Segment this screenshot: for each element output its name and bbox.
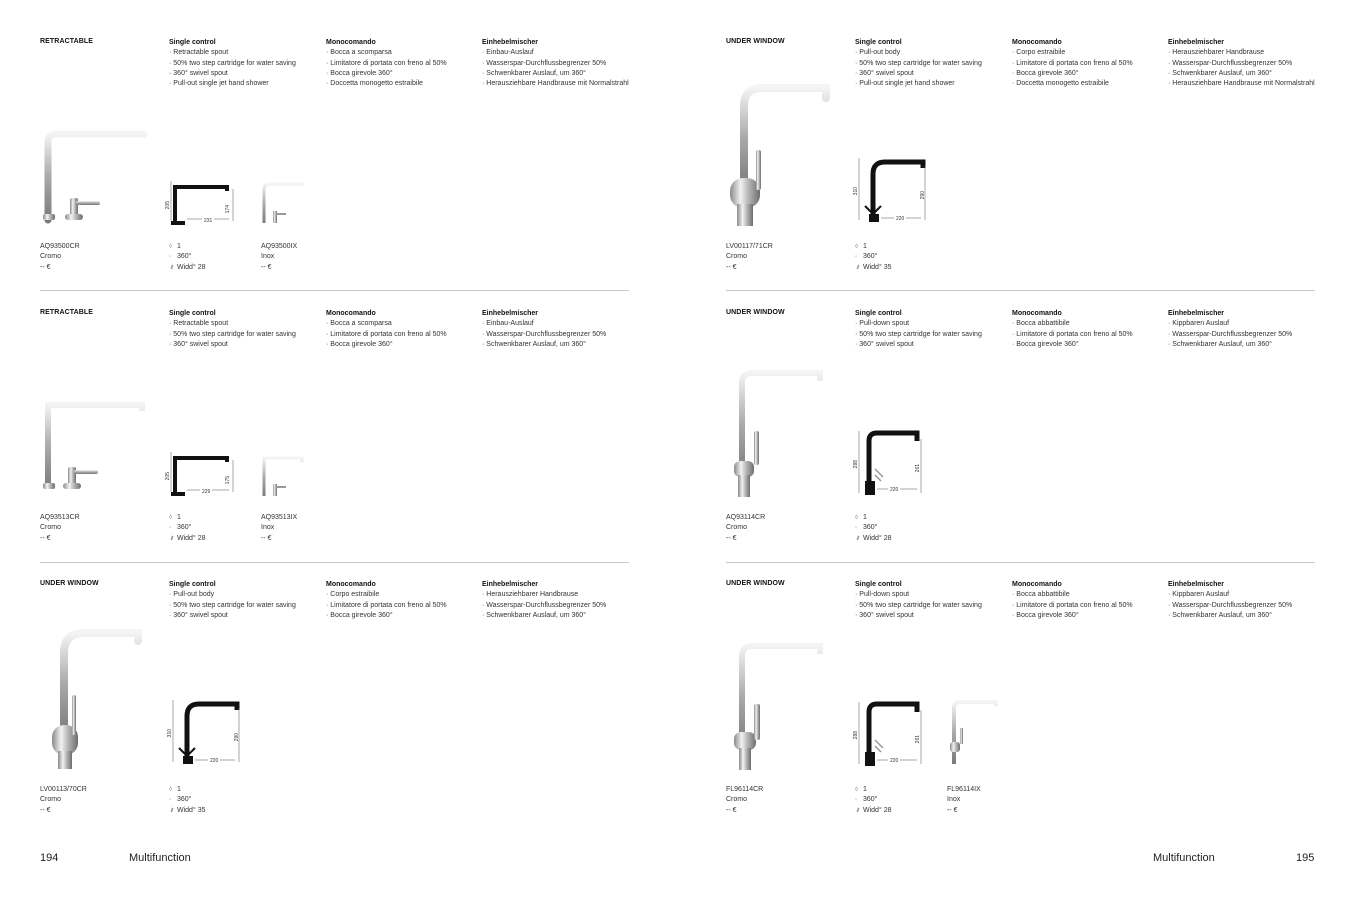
feature: · 50% two step cartridge for water saving — [855, 59, 982, 69]
product-finish: Cromo — [40, 796, 62, 804]
feature: · Einbau-Auslauf — [482, 319, 606, 329]
product-section — [40, 309, 630, 559]
faucet-photo-variant — [260, 454, 310, 499]
page-footer-title-right: Multifunction — [1153, 852, 1215, 864]
product-code: AQ93513CR — [40, 514, 80, 521]
col-header-de: Einhebelmischer — [1168, 39, 1225, 46]
product-code: LV00113/70CR — [40, 786, 87, 793]
feature: · Limitatore di portata con freno al 50% — [326, 330, 447, 340]
product-info — [726, 785, 763, 816]
feature: · Einbau-Auslauf — [482, 48, 629, 58]
product-finish: Cromo — [726, 253, 748, 261]
feature: · Kippbaren Auslauf — [1168, 319, 1292, 329]
faucet-photo — [42, 625, 142, 775]
feature: · 360° swivel spout — [169, 611, 296, 621]
features-de — [1168, 580, 1292, 621]
features-de — [482, 580, 606, 621]
spec-value: 360° — [177, 253, 192, 261]
col-header-it: Monocomando — [1012, 581, 1062, 588]
feature: · Pull-out body — [855, 48, 982, 58]
feature: · 360° swivel spout — [169, 340, 296, 350]
feature: · Wasserspar-Durchflussbegrenzer 50% — [482, 330, 606, 340]
rotation-icon: ◦ — [855, 797, 858, 804]
product-section — [40, 38, 630, 288]
variant-info — [947, 785, 981, 816]
features-de — [482, 38, 629, 89]
feature: · Doccetta monogetto estraibile — [1012, 79, 1133, 89]
product-info — [726, 242, 773, 273]
faucet-photo — [40, 128, 150, 228]
col-header-en: Single control — [169, 310, 216, 317]
col-header-de: Einhebelmischer — [482, 39, 539, 46]
rotation-icon: ◦ — [169, 525, 172, 532]
features-en — [855, 309, 982, 350]
rotation-icon: ◦ — [169, 797, 172, 804]
page-footer-title-left: Multifunction — [129, 852, 191, 864]
product-section — [726, 309, 1316, 559]
dim-height: 288 — [853, 459, 860, 469]
feature: · Wasserspar-Durchflussbegrenzer 50% — [1168, 330, 1292, 340]
product-section — [40, 580, 630, 830]
feature: · 50% two step cartridge for water saving — [855, 330, 982, 340]
faucet-photo — [726, 82, 836, 232]
spec-value: 1 — [177, 243, 181, 250]
product-finish: Cromo — [726, 524, 748, 532]
feature: · Herausziehbare Handbrause mit Normalstrahl — [1168, 79, 1315, 89]
feature: · Bocca girevole 360° — [1012, 340, 1133, 350]
dim-height: 310 — [167, 728, 174, 738]
faucet-photo — [40, 397, 150, 497]
variant-info — [261, 242, 297, 273]
feature: · 360° swivel spout — [855, 69, 982, 79]
dim-width: 220 — [888, 485, 900, 495]
variant-finish: Inox — [261, 524, 275, 532]
feature: · Wasserspar-Durchflussbegrenzer 50% — [1168, 59, 1315, 69]
feature: · Bocca a scomparsa — [326, 319, 447, 329]
product-finish: Cromo — [726, 796, 748, 804]
product-specs — [169, 242, 205, 273]
product-specs — [855, 785, 891, 816]
product-section — [726, 580, 1316, 830]
dim-height-2: 290 — [920, 190, 927, 200]
section-title: UNDER WINDOW — [726, 580, 785, 587]
col-header-de: Einhebelmischer — [482, 581, 539, 588]
features-de — [1168, 38, 1315, 89]
spec-value: 360° — [177, 524, 192, 532]
feature: · Wasserspar-Durchflussbegrenzer 50% — [1168, 601, 1292, 611]
col-header-en: Single control — [169, 581, 216, 588]
product-price: -- € — [726, 806, 737, 814]
section-title: UNDER WINDOW — [40, 580, 99, 587]
feature: · Pull-down spout — [855, 590, 982, 600]
dim-height-2: 290 — [234, 732, 241, 742]
feature: · 360° swivel spout — [855, 340, 982, 350]
product-price: -- € — [726, 534, 737, 542]
product-info — [726, 513, 765, 544]
variant-code: AQ93513IX — [261, 514, 298, 521]
features-it — [326, 38, 447, 89]
col-header-en: Single control — [855, 581, 902, 588]
page-number-right: 195 — [1296, 852, 1315, 864]
product-code: FL96114CR — [726, 786, 764, 793]
spec-value: 1 — [177, 514, 181, 521]
spec-value: 360° — [863, 253, 878, 261]
product-info — [40, 242, 80, 273]
col-header-it: Monocomando — [1012, 39, 1062, 46]
feature: · Bocca girevole 360° — [326, 69, 447, 79]
product-info — [40, 785, 87, 816]
product-code: AQ93114CR — [726, 514, 766, 521]
section-title: UNDER WINDOW — [726, 38, 785, 45]
feature: · Pull-out body — [169, 590, 296, 600]
features-en — [855, 38, 982, 89]
feature: · Limitatore di portata con freno al 50% — [1012, 601, 1133, 611]
feature: · Limitatore di portata con freno al 50% — [1012, 330, 1133, 340]
feature: · Schwenkbarer Auslauf, um 360° — [1168, 611, 1292, 621]
product-finish: Cromo — [40, 524, 62, 532]
feature: · Schwenkbarer Auslauf, um 360° — [1168, 69, 1315, 79]
product-specs — [855, 242, 891, 273]
dim-height: 288 — [853, 730, 860, 740]
width-icon: ⇟ — [855, 807, 861, 814]
variant-price: -- € — [261, 263, 272, 271]
feature: · Doccetta monogetto estraibile — [326, 79, 447, 89]
spec-value: Widd° 35 — [863, 263, 892, 271]
features-it — [326, 309, 447, 350]
section-title: RETRACTABLE — [40, 38, 94, 45]
features-it — [1012, 309, 1133, 350]
variant-finish: Inox — [947, 796, 961, 804]
spec-value: Widd° 28 — [177, 534, 206, 542]
spec-value: 1 — [863, 243, 867, 250]
feature: · 50% two step cartridge for water saving — [169, 59, 296, 69]
feature: · Schwenkbarer Auslauf, um 360° — [482, 611, 606, 621]
dim-width: 220 — [888, 756, 900, 766]
width-icon: ⇟ — [169, 535, 175, 542]
features-de — [1168, 309, 1292, 350]
feature: · Herausziehbarer Handbrause — [1168, 48, 1315, 58]
features-it — [1012, 38, 1133, 89]
feature: · 360° swivel spout — [169, 69, 296, 79]
drop-icon: ◊ — [169, 787, 172, 793]
dim-height-2: 261 — [915, 463, 922, 473]
col-header-en: Single control — [855, 39, 902, 46]
dim-height: 205 — [165, 471, 172, 481]
rotation-icon: ◦ — [169, 254, 172, 261]
dim-width: 231 — [202, 216, 214, 226]
product-info — [40, 513, 80, 544]
variant-code: FL96114IX — [947, 786, 981, 793]
page-number-left: 194 — [40, 852, 59, 864]
features-de — [482, 309, 606, 350]
drop-icon: ◊ — [169, 244, 172, 250]
col-header-de: Einhebelmischer — [482, 310, 539, 317]
drop-icon: ◊ — [855, 244, 858, 250]
col-header-it: Monocomando — [326, 310, 376, 317]
feature: · Limitatore di portata con freno al 50% — [326, 601, 447, 611]
width-icon: ⇟ — [169, 807, 175, 814]
features-it — [326, 580, 447, 621]
spec-value: Widd° 28 — [177, 263, 206, 271]
feature: · Herausziehbare Handbrause mit Normalstrahl — [482, 79, 629, 89]
feature: · Bocca girevole 360° — [326, 611, 447, 621]
feature: · Limitatore di portata con freno al 50% — [1012, 59, 1133, 69]
feature: · Bocca a scomparsa — [326, 48, 447, 58]
section-title: RETRACTABLE — [40, 309, 94, 316]
feature: · Herausziehbarer Handbrause — [482, 590, 606, 600]
feature: · 50% two step cartridge for water saving — [169, 330, 296, 340]
features-en — [169, 580, 296, 621]
feature: · Bocca girevole 360° — [1012, 611, 1133, 621]
rotation-icon: ◦ — [855, 254, 858, 261]
col-header-it: Monocomando — [1012, 310, 1062, 317]
col-header-en: Single control — [169, 39, 216, 46]
features-en — [169, 309, 296, 350]
feature: · Schwenkbarer Auslauf, um 360° — [482, 340, 606, 350]
dim-height-2: 175 — [225, 475, 232, 485]
feature: · Pull-out single jet hand shower — [169, 79, 296, 89]
faucet-photo — [728, 367, 828, 502]
dim-width: 220 — [894, 214, 906, 224]
product-code: AQ93500CR — [40, 243, 80, 250]
feature: · Bocca abbattibile — [1012, 319, 1133, 329]
width-icon: ⇟ — [169, 264, 175, 271]
feature: · Limitatore di portata con freno al 50% — [326, 59, 447, 69]
section-divider — [40, 562, 629, 563]
section-divider — [40, 290, 629, 291]
col-header-de: Einhebelmischer — [1168, 310, 1225, 317]
rotation-icon: ◦ — [855, 525, 858, 532]
section-title: UNDER WINDOW — [726, 309, 785, 316]
drop-icon: ◊ — [855, 515, 858, 521]
spec-value: 1 — [863, 514, 867, 521]
spec-value: 360° — [177, 796, 192, 804]
variant-finish: Inox — [261, 253, 275, 261]
spec-value: Widd° 28 — [863, 534, 892, 542]
feature: · Pull-down spout — [855, 319, 982, 329]
feature: · Schwenkbarer Auslauf, um 360° — [1168, 340, 1292, 350]
product-price: -- € — [726, 263, 737, 271]
feature: · Corpo estraibile — [1012, 48, 1133, 58]
dim-width: 229 — [200, 487, 212, 497]
variant-price: -- € — [261, 534, 272, 542]
product-code: LV00117/71CR — [726, 243, 773, 250]
width-icon: ⇟ — [855, 264, 861, 271]
features-en — [855, 580, 982, 621]
drop-icon: ◊ — [169, 515, 172, 521]
variant-price: -- € — [947, 806, 958, 814]
col-header-en: Single control — [855, 310, 902, 317]
col-header-de: Einhebelmischer — [1168, 581, 1225, 588]
product-specs — [169, 785, 205, 816]
variant-info — [261, 513, 297, 544]
dim-width: 220 — [208, 756, 220, 766]
product-specs — [169, 513, 205, 544]
feature: · 50% two step cartridge for water saving — [855, 601, 982, 611]
feature: · Wasserspar-Durchflussbegrenzer 50% — [482, 601, 606, 611]
spec-value: 360° — [863, 524, 878, 532]
feature: · Bocca abbattibile — [1012, 590, 1133, 600]
feature: · Retractable spout — [169, 48, 296, 58]
faucet-photo-variant — [260, 181, 310, 226]
spec-value: 1 — [177, 786, 181, 793]
dim-height-2: 174 — [225, 204, 232, 214]
product-price: -- € — [40, 263, 51, 271]
spec-value: 360° — [863, 796, 878, 804]
spec-value: Widd° 28 — [863, 806, 892, 814]
product-specs — [855, 513, 891, 544]
feature: · Pull-out single jet hand shower — [855, 79, 982, 89]
section-divider — [726, 562, 1315, 563]
col-header-it: Monocomando — [326, 581, 376, 588]
feature: · Schwenkbarer Auslauf, um 360° — [482, 69, 629, 79]
feature: · Bocca girevole 360° — [1012, 69, 1133, 79]
features-it — [1012, 580, 1133, 621]
faucet-photo-variant — [946, 698, 1001, 768]
width-icon: ⇟ — [855, 535, 861, 542]
feature: · Retractable spout — [169, 319, 296, 329]
features-en — [169, 38, 296, 89]
product-price: -- € — [40, 534, 51, 542]
variant-code: AQ93500IX — [261, 243, 298, 250]
drop-icon: ◊ — [855, 787, 858, 793]
feature: · 50% two step cartridge for water saving — [169, 601, 296, 611]
dim-height: 310 — [853, 186, 860, 196]
dim-height-2: 261 — [915, 734, 922, 744]
feature: · Wasserspar-Durchflussbegrenzer 50% — [482, 59, 629, 69]
product-finish: Cromo — [40, 253, 62, 261]
spec-value: 1 — [863, 786, 867, 793]
spec-value: Widd° 35 — [177, 806, 206, 814]
feature: · Kippbaren Auslauf — [1168, 590, 1292, 600]
product-section — [726, 38, 1316, 288]
feature: · Corpo estraibile — [326, 590, 447, 600]
section-divider — [726, 290, 1315, 291]
dim-height: 205 — [165, 200, 172, 210]
feature: · 360° swivel spout — [855, 611, 982, 621]
faucet-photo — [728, 640, 828, 775]
col-header-it: Monocomando — [326, 39, 376, 46]
product-price: -- € — [40, 806, 51, 814]
feature: · Bocca girevole 360° — [326, 340, 447, 350]
